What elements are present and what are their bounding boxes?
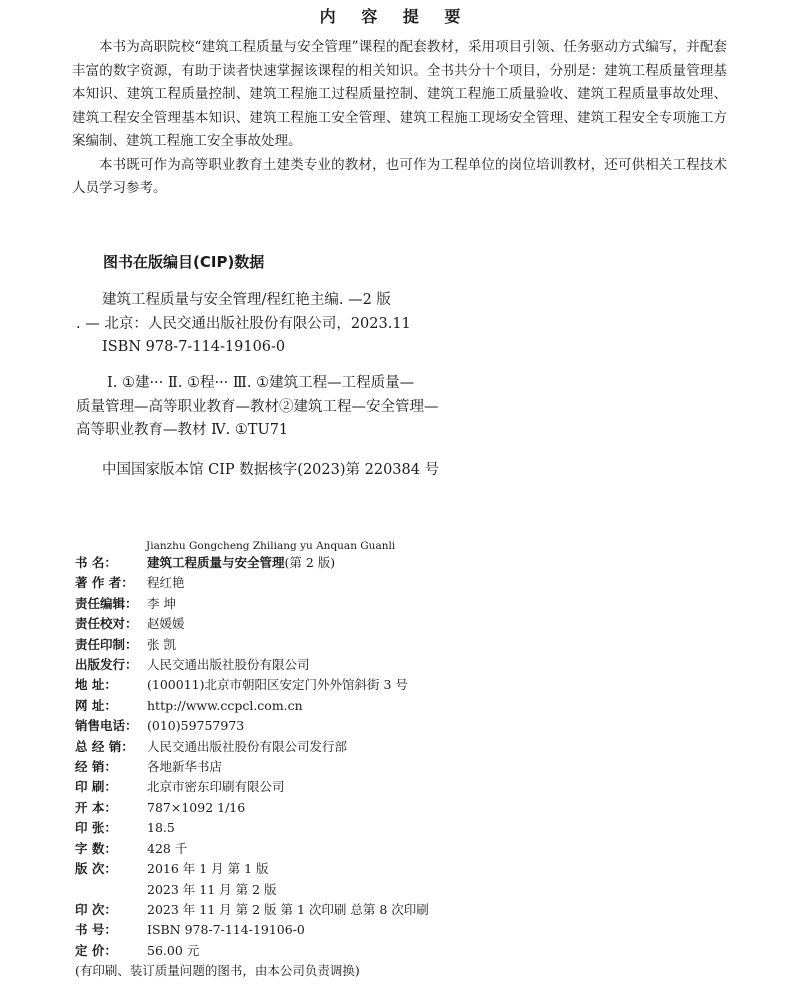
label-editor: 责任编辑： xyxy=(75,595,138,611)
colophon xyxy=(75,553,725,982)
value-book-name xyxy=(145,553,335,573)
label-sheets: 印 张： xyxy=(75,820,117,836)
content-summary xyxy=(72,36,727,201)
colophon-row-printer xyxy=(75,777,725,797)
colophon-row-proofreader xyxy=(75,614,725,634)
label-publisher: 出版发行： xyxy=(75,657,138,673)
colophon-row-format xyxy=(75,798,725,818)
value-sales-phone: (010)59757973 xyxy=(147,718,245,734)
value-distributor: 各地新华书店 xyxy=(147,759,223,775)
quality-footnote: (有印刷、装订质量问题的图书，由本公司负责调换) xyxy=(75,963,360,979)
label-general-distributor: 总 经 销： xyxy=(75,738,134,754)
colophon-row-sales-phone xyxy=(75,716,725,736)
colophon-row-general-distributor xyxy=(75,737,725,757)
cip-title-line: 建筑工程质量与安全管理/程红艳主编. —2 版 xyxy=(102,292,391,308)
cip-classification-line-2: 质量管理—高等职业教育—教材②建筑工程—安全管理— xyxy=(76,398,439,415)
cip-verification xyxy=(76,459,596,483)
label-website: 网 址： xyxy=(75,697,117,713)
cip-classification-line-3: 高等职业教育—教材 Ⅳ. ①TU71 xyxy=(76,422,289,438)
colophon-row-edition xyxy=(75,859,725,879)
pinyin-title: Jianzhu Gongcheng Zhiliang yu Anquan Guanli xyxy=(146,540,396,552)
book-edition-suffix: (第 2 版) xyxy=(284,555,336,570)
cip-record xyxy=(76,289,596,360)
value-word-count: 428 千 xyxy=(147,840,188,856)
label-distributor: 经 销： xyxy=(75,759,117,775)
label-edition: 版 次： xyxy=(75,861,117,877)
value-isbn: ISBN 978-7-114-19106-0 xyxy=(147,922,305,938)
value-editor: 李 坤 xyxy=(147,595,176,611)
summary-paragraph-1: 本书为高职院校“建筑工程质量与安全管理”课程的配套教材，采用项目引领、任务驱动方式编写，并配套丰富的数字资源，有助于读者快速掌握该课程的相关知识。全书共分十个项目，分别是：建筑工程质量管理基本知识、建筑工程质量控制、建筑工程施工过程质量控制、建筑工程施工质量验收、建筑工程质量事故处理、建筑工程安全管理基本知识、建筑工程施工安全管理、建筑工程施工现场安全管理、建筑工程安全专项施工方案编制、建筑工程施工安全事故处理。 xyxy=(72,39,727,149)
colophon-row-printing-manager xyxy=(75,635,725,655)
colophon-row-price xyxy=(75,941,725,961)
value-format: 787×1092 1/16 xyxy=(147,799,246,815)
book-name-text: 建筑工程质量与安全管理 xyxy=(147,555,285,570)
colophon-row-edition-second xyxy=(75,880,725,900)
colophon-row-author xyxy=(75,573,725,593)
colophon-row-sheets xyxy=(75,818,725,838)
value-proofreader: 赵媛媛 xyxy=(147,616,185,632)
cip-classification xyxy=(76,372,596,443)
colophon-row-word-count xyxy=(75,839,725,859)
value-address: (100011)北京市朝阳区安定门外外馆斜街 3 号 xyxy=(147,677,408,693)
value-author: 程红艳 xyxy=(147,575,185,591)
cip-publisher-line: . — 北京：人民交通出版社股份有限公司，2023.11 xyxy=(76,315,411,332)
page-title: 内 容 提 要 xyxy=(319,7,471,26)
label-format: 开 本： xyxy=(75,799,117,815)
label-book-name: 书 名： xyxy=(75,555,117,570)
colophon-row-distributor xyxy=(75,757,725,777)
label-impression: 印 次： xyxy=(75,901,117,917)
value-general-distributor: 人民交通出版社股份有限公司发行部 xyxy=(147,738,348,754)
label-printer: 印 刷： xyxy=(75,779,117,795)
value-edition-first: 2016 年 1 月 第 1 版 xyxy=(147,861,269,877)
label-printing-manager: 责任印制： xyxy=(75,636,138,652)
label-author: 著 作 者： xyxy=(75,575,134,591)
value-publisher: 人民交通出版社股份有限公司 xyxy=(147,657,310,673)
value-price: 56.00 元 xyxy=(147,942,200,958)
value-sheets: 18.5 xyxy=(147,820,175,836)
colophon-row-website xyxy=(75,696,725,716)
label-proofreader: 责任校对： xyxy=(75,616,138,632)
colophon-row-editor xyxy=(75,594,725,614)
label-price: 定 价： xyxy=(75,942,117,958)
value-impression: 2023 年 11 月 第 2 版 第 1 次印刷 总第 8 次印刷 xyxy=(147,901,429,917)
value-printer: 北京市密东印刷有限公司 xyxy=(147,779,285,795)
colophon-row-isbn xyxy=(75,920,725,940)
label-address: 地 址： xyxy=(75,677,117,693)
value-edition-second: 2023 年 11 月 第 2 版 xyxy=(147,881,277,897)
colophon-row-impression xyxy=(75,900,725,920)
colophon-row-book-name xyxy=(75,553,725,573)
label-sales-phone: 销售电话： xyxy=(75,718,138,734)
cip-isbn-line: ISBN 978-7-114-19106-0 xyxy=(102,339,286,355)
summary-paragraph-2: 本书既可作为高等职业教育土建类专业的教材，也可作为工程单位的岗位培训教材，还可供相关工程技术人员学习参考。 xyxy=(72,156,727,196)
colophon-row-publisher xyxy=(75,655,725,675)
cip-classification-line-1: Ⅰ. ①建··· Ⅱ. ①程··· Ⅲ. ①建筑工程—工程质量— xyxy=(107,375,415,391)
label-word-count: 字 数： xyxy=(75,840,117,856)
value-printing-manager: 张 凯 xyxy=(147,636,176,652)
colophon-row-address xyxy=(75,675,725,695)
value-website: http://www.ccpcl.com.cn xyxy=(147,697,303,713)
cip-verification-number: 中国国家版本馆 CIP 数据核字(2023)第 220384 号 xyxy=(102,462,440,478)
label-isbn: 书 号： xyxy=(75,922,117,938)
cip-heading: 图书在版编目(CIP)数据 xyxy=(103,253,265,271)
